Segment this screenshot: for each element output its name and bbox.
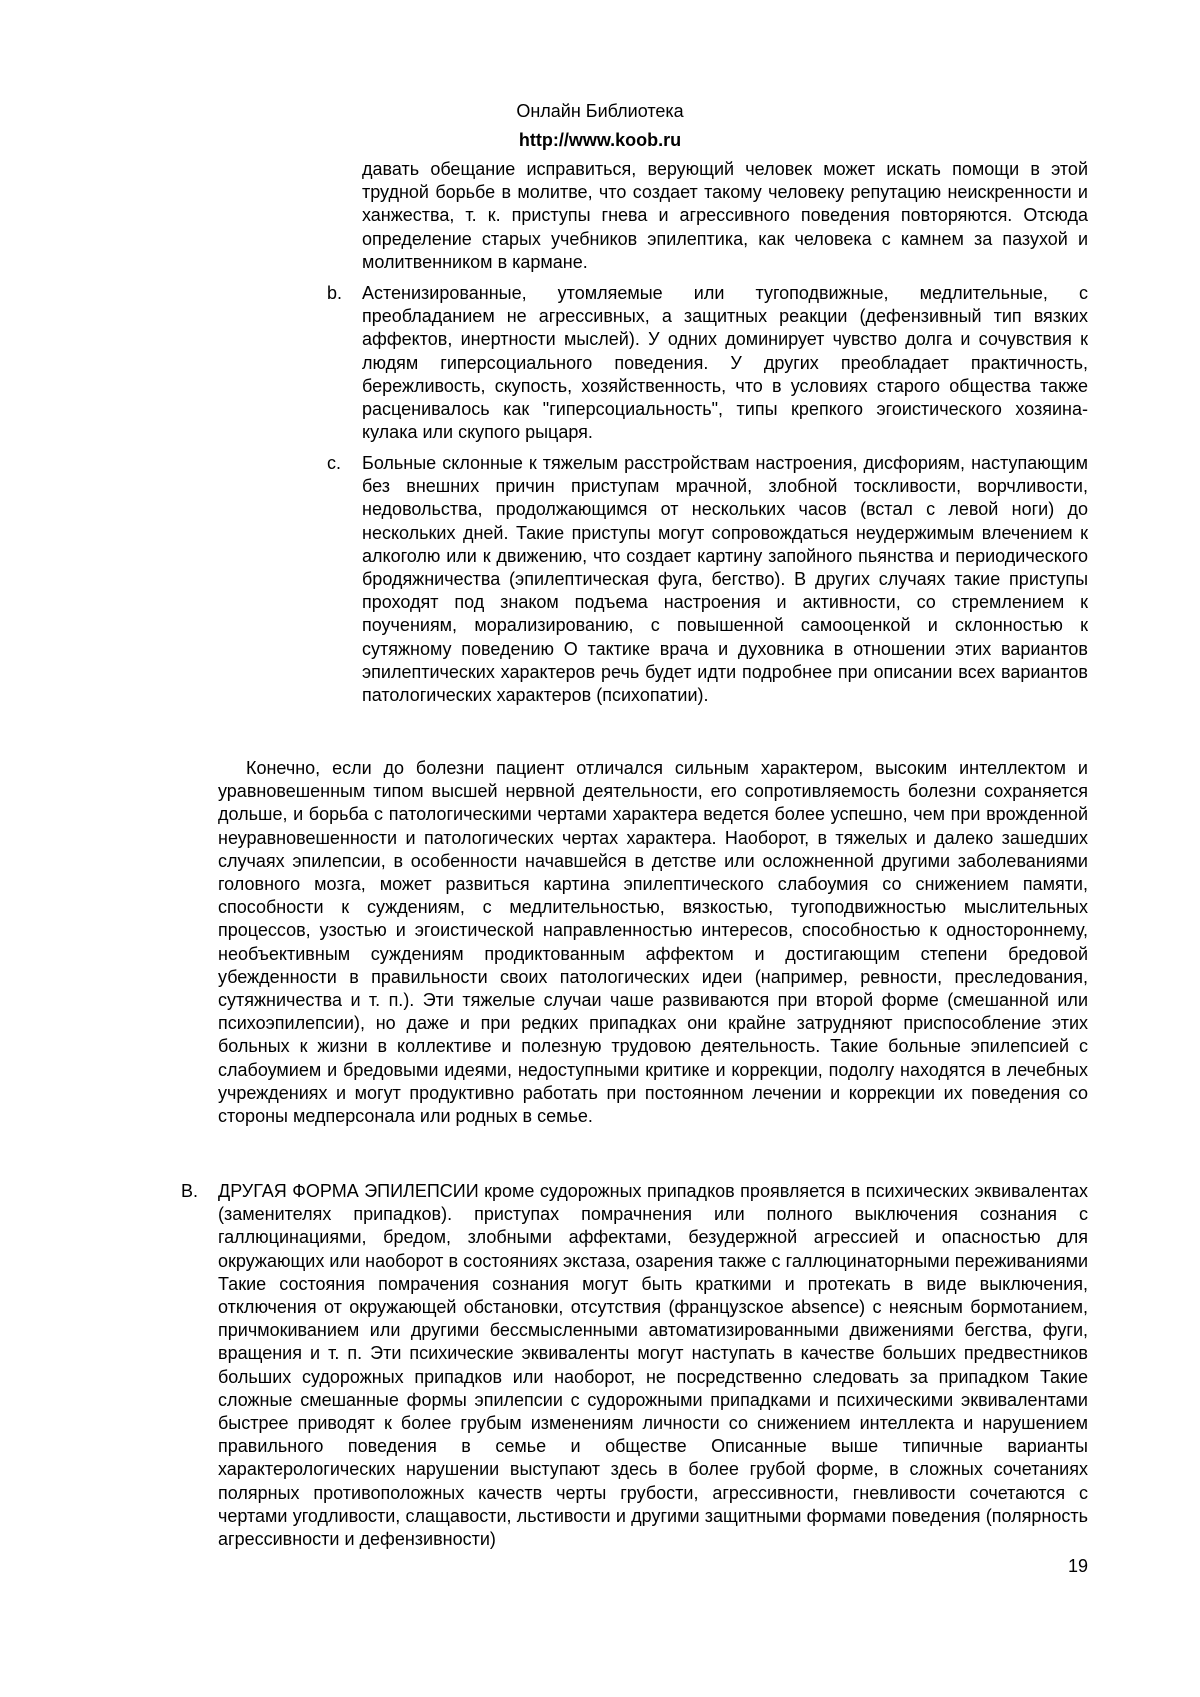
list-item-b-text: Астенизированные, утомляемые или тугоподвижные, медлительные, с преобладанием не агрессивных, а защитных реакции (дефензивный тип вязких аффектов, инертности мыслей). У одних доминирует чувство долга и сочувствия к людям гиперсоциального поведения. У других преобладает практичность, бережливость, скупость, хозяйственность, что в условиях старого общества также расценивалось как "гиперсоциальность", типы крепкого эгоистического хозяина-кулака или скупого рыцаря. [362,283,1088,443]
main-paragraph: Конечно, если до болезни пациент отличался сильным характером, высоким интеллектом и уравновешенным типом высшей нервной деятельности, его сопротивляемость болезни сохраняется дольше, и борьба с патологическими чертами характера ведется более успешно, чем при врожденной неуравновешенности и патологических чертах характера. Наоборот, в тяжелых и далеко зашедших случаях эпилепсии, в особенности начавшейся в детстве или осложненной другими заболеваниями головного мозга, может развиться картина эпилептического слабоумия со снижением памяти, способности к суждениям, с медлительностью, вязкостью, тугоподвижностью мыслительных процессов, узостью и эгоистической направленностью интересов, способностью к одностороннему, необъективным суждениям продиктованным аффектом и достигающим степени бредовой убежденности в правильности своих патологических идеи (например, ревности, преследования, сутяжничества и т. п.). Эти тяжелые случаи чаше развиваются при второй форме (смешанной или психоэпилепсии), но даже и при редких припадках они крайне затрудняют приспособление этих больных к жизни в коллективе и полезную трудовою деятельность. Такие больные эпилепсией с слабоумием и бредовыми идеями, недоступными критике и коррекции, подолгу находятся в лечебных учреждениях и могут продуктивно работать при постоянном лечении и коррекции их поведения со стороны медперсонала или родных в семье. [218,758,1088,1127]
page-number: 19 [1067,1556,1088,1576]
section-b-label: B. [181,1181,199,1201]
list-item-c-label: c. [327,453,342,473]
continuation-paragraph: давать обещание исправиться, верующий человек может искать помощи в этой трудной борьбе в молитве, что создает такому человеку репутацию неискренности и ханжества, т. к. приступы гнева и агрессивного поведения повторяются. Отсюда определение старых учебников эпилептика, как человека с камнем за пазухой и молитвенником в кармане. [362,159,1088,272]
library-title: Онлайн Библиотека [516,101,684,121]
list-item-b-label: b. [327,283,343,303]
list-item-c-text: Больные склонные к тяжелым расстройствам настроения, дисфориям, наступающим без внешних причин приступам мрачной, злобной тоскливости, ворчливости, недовольства, продолжающимся от нескольких часов (встал с левой ноги) до нескольких дней. Такие приступы могут сопровождаться неудержимым влечением к алкоголю или к движению, что создает картину запойного пьянства и периодического бродяжничества (эпилептическая фуга, бегство). В других случаях такие приступы проходят под знаком подъема настроения и активности, со стремлением к поучениям, морализированию, с повышенной самооценкой и склонностью к сутяжному поведению О тактике врача и духовника в отношении этих вариантов эпилептических характеров речь будет идти подробнее при описании всех вариантов патологических характеров (психопатии). [362,453,1088,706]
section-b-text: ДРУГАЯ ФОРМА ЭПИЛЕПСИИ кроме судорожных припадков проявляется в психических эквивалентах (заменителях припадков). приступах помрачнения или полного выключения сознания с галлюцинациями, бредом, злобными аффектами, безудержной агрессией и опасностью для окружающих или наоборот в состояниях экстаза, озарения также с галлюцинаторными переживаниями Такие состояния помрачения сознания могут быть краткими и протекать в виде выключения, отключения от окружающей обстановки, отсутствия (французское absence) с неясным бормотанием, причмокиванием или другими бессмысленными автоматизированными движениями бегства, фуги, вращения и т. п. Эти психические эквиваленты могут наступать в качестве больших предвестников больших судорожных припадков или наоборот, не посредственно следовать за припадком Такие сложные смешанные формы эпилепсии с судорожными припадками и психическими эквивалентами быстрее приводят к более грубым изменениям личности со снижением интеллекта и нарушением правильного поведения в семье и обществе Описанные выше типичные варианты характерологических нарушении выступают здесь в более грубой форме, в сложных сочетаниях полярных противоположных качеств черты грубости, агрессивности, гневливости сочетаются с чертами угодливости, слащавости, льстивости и другими защитными формами поведения (полярность агрессивности и дефензивности) [218,1181,1088,1550]
library-url[interactable]: http://www.koob.ru [518,130,682,150]
